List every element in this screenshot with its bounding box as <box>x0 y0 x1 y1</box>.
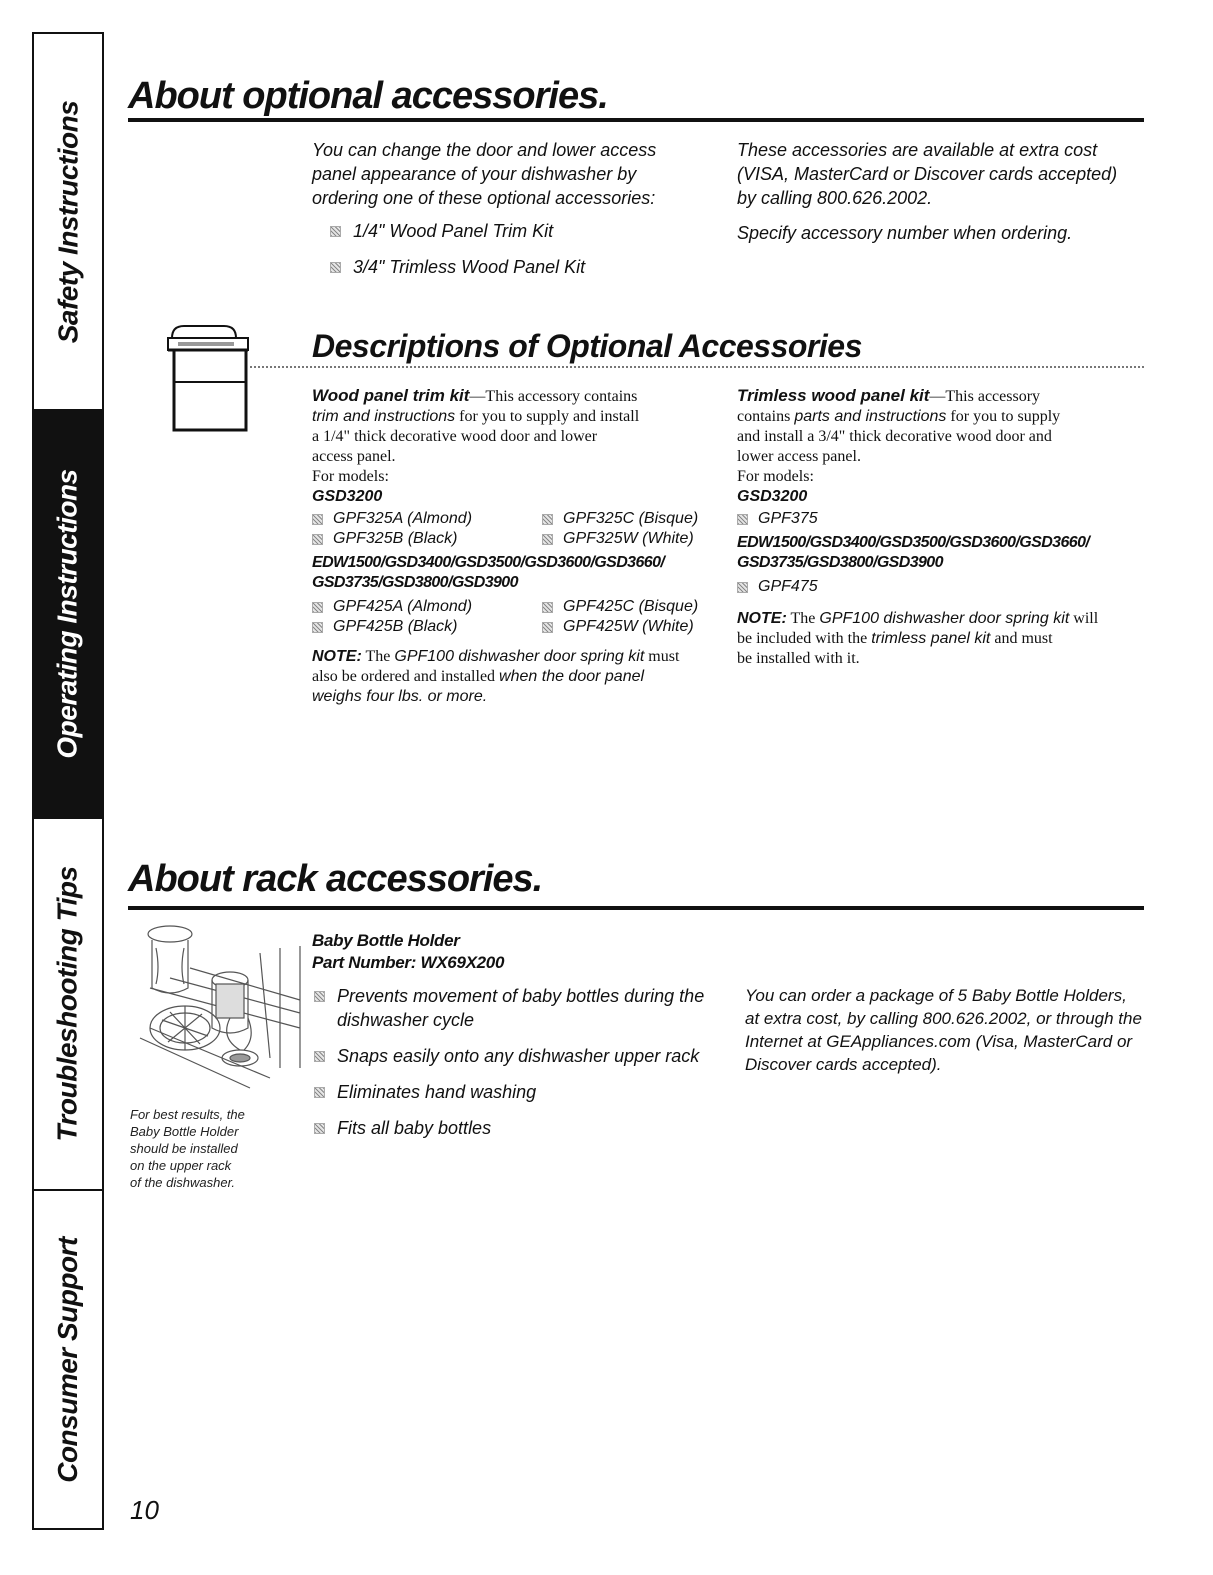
list-item: Prevents movement of baby bottles during the dishwasher cycle <box>314 984 704 1032</box>
bullet-icon <box>737 514 748 525</box>
tab-label: Consumer Support <box>52 1236 83 1483</box>
bullet-icon <box>312 622 323 633</box>
bullet-icon <box>542 534 553 545</box>
bullet-icon <box>312 602 323 613</box>
accessory-bullet: 1/4" Wood Panel Trim Kit <box>330 219 553 243</box>
list-item: Fits all baby bottles <box>314 1116 704 1140</box>
bullet-icon <box>542 622 553 633</box>
accessory-bullet: 3/4" Trimless Wood Panel Kit <box>330 255 585 279</box>
tab-label: Safety Instructions <box>52 100 83 343</box>
page-number: 10 <box>130 1495 159 1525</box>
bullet-icon <box>314 1087 325 1098</box>
tab-consumer-support[interactable] <box>34 1191 102 1528</box>
bullet-icon <box>314 1051 325 1062</box>
part-number: Part Number: WX69X200 <box>312 953 505 972</box>
illustration-caption: For best results, the Baby Bottle Holder should be installed on the upper rack of the dishwasher. <box>130 1107 245 1190</box>
dotted-divider <box>250 366 1144 368</box>
bullet-icon <box>542 602 553 613</box>
product-title: Baby Bottle Holder <box>312 931 460 950</box>
bullet-icon <box>330 262 341 273</box>
trimless-wood-panel-kit-description: Trimless wood panel kit—This accessory contains parts and instructions for you to supply and install a 3/4" thick decorative wood door and lower access panel. For models: GSD3200 GPF375 EDW1500/GSD3400/GSD3500/GSD3600/GSD3660/ GSD3735/GSD3800/GSD3900 GPF475 NOTE: The GPF100 dishwasher door spring kit will be included with the trimless panel kit and must be installed with it. <box>737 386 1099 667</box>
tab-troubleshooting-tips[interactable] <box>34 819 102 1191</box>
specify-text: Specify accessory number when ordering. <box>737 223 1073 243</box>
section-rule <box>128 906 1144 910</box>
tab-label: Operating Instructions <box>52 469 83 759</box>
bullet-icon <box>314 991 325 1002</box>
dishwasher-icon <box>142 320 262 432</box>
section-sidebar <box>32 32 104 1530</box>
section-title-rack-accessories: About rack accessories. <box>128 858 543 900</box>
bullet-icon <box>330 226 341 237</box>
availability-text: These accessories are available at extra cost (VISA, MasterCard or Discover cards accepted) by calling 800.626.2002. <box>737 140 1118 208</box>
bullet-icon <box>542 514 553 525</box>
tab-label: Troubleshooting Tips <box>52 866 83 1142</box>
section-title-optional-accessories: About optional accessories. <box>128 75 608 117</box>
section-rule <box>128 118 1144 122</box>
bullet-icon <box>312 514 323 525</box>
tab-safety-instructions[interactable] <box>34 34 102 411</box>
descriptions-heading: Descriptions of Optional Accessories <box>312 328 862 364</box>
order-info-text: You can order a package of 5 Baby Bottle Holders, at extra cost, by calling 800.626.2002, or through the Internet at GEAppliances.com (Visa, MasterCard or Discover cards accepted). <box>745 986 1142 1074</box>
feature-list <box>314 984 704 1140</box>
list-item: Snaps easily onto any dishwasher upper rack <box>314 1044 704 1068</box>
list-item: Eliminates hand washing <box>314 1080 704 1104</box>
tab-operating-instructions[interactable] <box>34 411 102 819</box>
bullet-icon <box>314 1123 325 1134</box>
intro-text: You can change the door and lower access panel appearance of your dishwasher by ordering one of these optional accessories: <box>312 140 657 208</box>
product-heading <box>312 930 504 974</box>
wood-panel-trim-kit-description: Wood panel trim kit—This accessory contains trim and instructions for you to supply and install a 1/4" thick decorative wood door and lower access panel. For models: GSD3200 GPF325A (Almond) GPF325C (Bisque) GPF325B (Black) GPF325W (White) EDW1500/GSD3400/GSD3500/GSD3600/GSD3660/ GSD3735/GSD3800/GSD3900 GPF425A (Almond) GPF425C (Bisque) GPF425B (Black) GPF425W (White) NOTE: The GPF100 dishwasher door spring kit must also be ordered and installed when the door panel weighs four lbs. or more. <box>312 386 699 705</box>
bullet-icon <box>737 582 748 593</box>
baby-bottle-holder-illustration <box>130 918 310 1098</box>
bullet-icon <box>312 534 323 545</box>
